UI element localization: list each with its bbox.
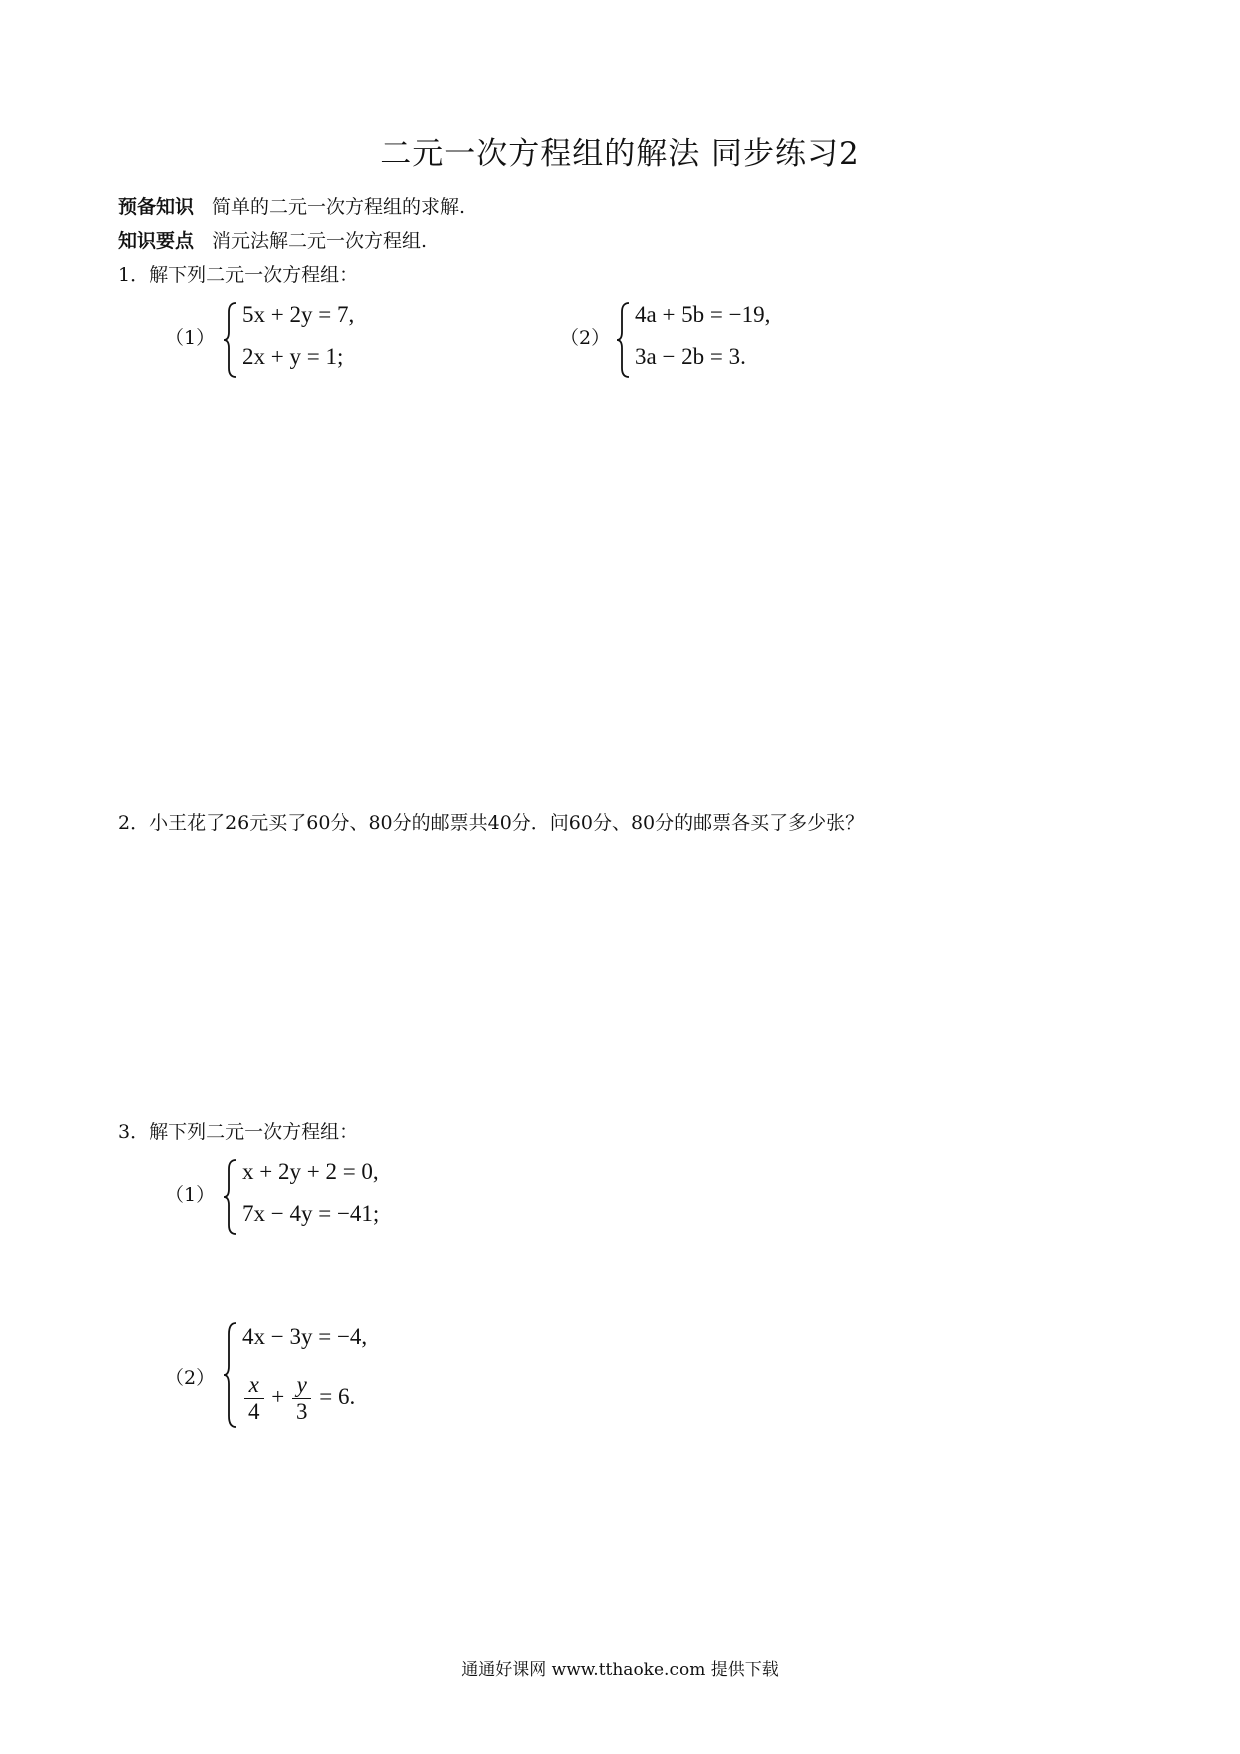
- fraction-numerator: x: [244, 1372, 264, 1399]
- keypoint-line: [118, 226, 427, 253]
- q1-part1-equation-1: 5x + 2y = 7,: [242, 302, 355, 327]
- equation-tail: = 6.: [319, 1384, 356, 1410]
- q1-part1-equation-2: 2x + y = 1;: [242, 344, 344, 369]
- q1-part1-label: （1）: [165, 327, 216, 349]
- q3-part1-label: （1）: [165, 1184, 216, 1206]
- brace-icon: [222, 1320, 240, 1430]
- brace-icon: [222, 300, 240, 380]
- fraction-denominator: 4: [248, 1399, 260, 1425]
- q1-part2-equation-2: 3a − 2b = 3.: [635, 344, 746, 369]
- question-3-stem: 3．解下列二元一次方程组：: [118, 1121, 359, 1143]
- q1-part2-equation-1: 4a + 5b = −19,: [635, 302, 771, 327]
- q3-part2-equation-2: [242, 1372, 355, 1426]
- prereq-line: [118, 192, 465, 219]
- plus-sign: +: [271, 1384, 285, 1410]
- q3-part2-equation-1: 4x − 3y = −4,: [242, 1324, 368, 1349]
- fraction-numerator: y: [292, 1372, 312, 1399]
- prereq-text: 简单的二元一次方程组的求解.: [212, 196, 466, 218]
- question-1-stem: 1．解下列二元一次方程组：: [118, 264, 359, 286]
- footer-credit: 通通好课网 www.tthaoke.com 提供下载: [461, 1660, 779, 1680]
- keypoint-label: 知识要点: [118, 230, 195, 252]
- question-2-stem: 2．小王花了26元买了60分、80分的邮票共40分．问60分、80分的邮票各买了多少张？: [118, 812, 865, 834]
- q1-part1-system: [222, 300, 422, 380]
- q1-part2-label: （2）: [560, 327, 611, 349]
- brace-icon: [615, 300, 633, 380]
- q3-part1-system: [222, 1157, 442, 1237]
- prereq-label: 预备知识: [118, 196, 195, 218]
- fraction-denominator: 3: [295, 1399, 308, 1425]
- fraction-y-over-3: [292, 1372, 312, 1426]
- page-title: 二元一次方程组的解法 同步练习2: [380, 136, 860, 172]
- brace-icon: [222, 1157, 240, 1237]
- q3-part2-system: [222, 1320, 442, 1430]
- q3-part1-equation-2: 7x − 4y = −41;: [242, 1201, 380, 1226]
- q1-part2-system: [615, 300, 835, 380]
- keypoint-text: 消元法解二元一次方程组.: [212, 230, 428, 252]
- fraction-x-over-4: [244, 1372, 264, 1426]
- q3-part2-label: （2）: [165, 1367, 216, 1389]
- q3-part1-equation-1: x + 2y + 2 = 0,: [242, 1159, 379, 1184]
